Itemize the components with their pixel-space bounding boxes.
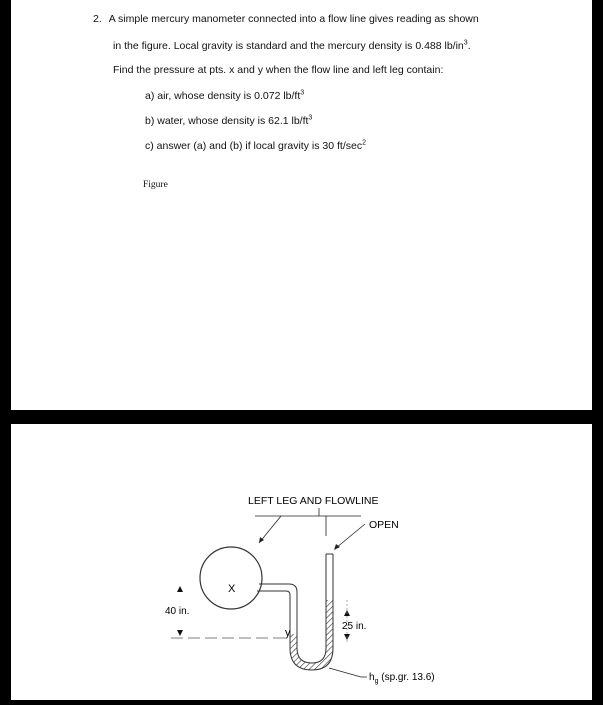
- mercury-column: [290, 600, 333, 670]
- problem-text-2-end: .: [467, 40, 471, 52]
- hg-sub: g: [374, 678, 379, 685]
- part-a-text: a) air, whose density is 0.072 lb/ft: [145, 90, 301, 102]
- dim-40-arrow-down: [177, 630, 183, 636]
- part-a-sup: 3: [300, 89, 305, 97]
- point-y-label: y: [285, 627, 291, 639]
- figure-panel: [11, 424, 592, 700]
- problem-line-1: [93, 13, 479, 25]
- open-leader: [336, 524, 365, 548]
- hg-label: [369, 672, 435, 685]
- part-c-text: c) answer (a) and (b) if local gravity is 30 ft/sec: [145, 140, 363, 152]
- open-label: OPEN: [369, 519, 399, 531]
- problem-number: 2.: [93, 13, 102, 25]
- part-b-text: b) water, whose density is 62.1 lb/ft: [145, 115, 309, 127]
- problem-line-2: [113, 40, 471, 52]
- problem-text-2: in the figure. Local gravity is standard and the mercury density is 0.488 lb/in: [113, 40, 464, 52]
- dim-40-label: 40 in.: [165, 606, 190, 617]
- part-b-sup: 3: [308, 114, 313, 122]
- part-c: [145, 140, 366, 152]
- problem-text-1: A simple mercury manometer connected into a flow line gives reading as shown: [108, 13, 479, 25]
- u-tube-inner: [297, 554, 326, 663]
- part-a: [145, 90, 304, 102]
- hg-leader: [329, 668, 361, 677]
- point-x-label: X: [228, 583, 236, 595]
- part-b: [145, 115, 312, 127]
- problem-panel: [11, 0, 592, 410]
- left-leg-label: LEFT LEG AND FLOWLINE: [248, 495, 379, 507]
- problem-text-2-sup: 3: [463, 39, 468, 47]
- part-c-sup: 2: [362, 139, 366, 147]
- problem-line-3: Find the pressure at pts. x and y when the flow line and left leg contain:: [113, 64, 444, 76]
- dim-40-arrow-up: [177, 586, 183, 592]
- flow-bulb: [200, 547, 262, 609]
- dim-25-label: 25 in.: [342, 621, 367, 632]
- figure-label: Figure: [143, 180, 168, 190]
- hg-main: h: [369, 672, 375, 683]
- manometer-diagram: [11, 424, 592, 700]
- open-arrowhead: [334, 544, 340, 550]
- hg-rest: (sp.gr. 13.6): [378, 672, 435, 683]
